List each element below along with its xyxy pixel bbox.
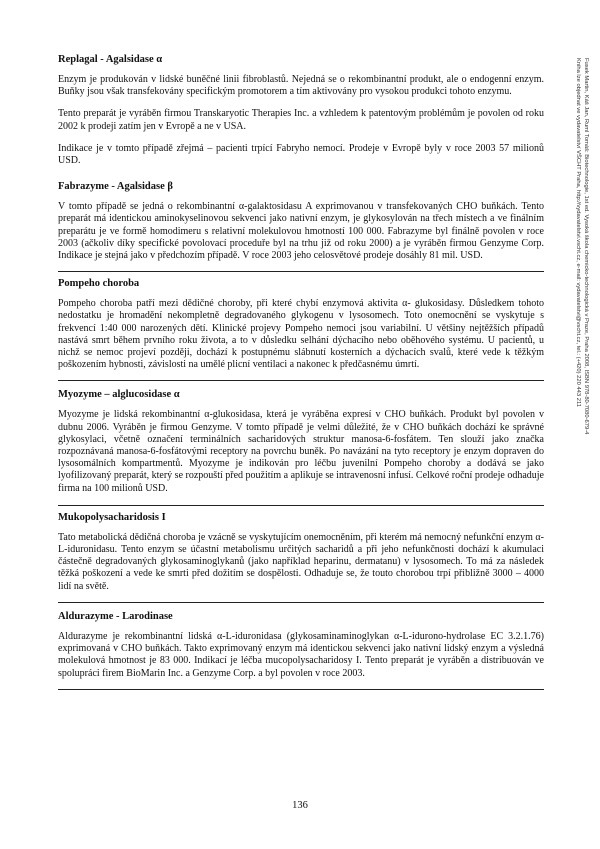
paragraph: Myozyme je lidská rekombinantní α-glukosidasa, která je vyráběna expresí v CHO buňkách. Produkt byl povolen v dubnu 2006. Vyráběn je firmou Genzyme. V tomto případě je velmi důležité, že v CHO buňkách dochází ke správné glykosylaci, včetně označení terminálních sacharidových struktur manosa-6-fosfátem. Ten slouží jako značka rozpoznávaná manosa-6-fosfátovými receptory na povrchu buněk. Po navázání na tyto receptory je enzym dopraven do lysosomálních kompartmentů. Myozyme je indikován pro léčbu juvenilní Pompeho choroby a dodává se jako lyofilizovaný preparát, který se rozpouští před použitím a aplikuje se intravenosní infusí. Celkové roční prodeje odhaduje firma na 100 milionů USD. (58, 409, 544, 494)
paragraph: Aldurazyme je rekombinantní lidská α-L-iduronidasa (glykosaminaminoglykan α-L-idurono-hydrolase EC 3.2.1.76) exprimovaná v CHO buňkách. Takto exprimovaný enzym má identickou sekvenci jako nativní lidský enzym a výsledná molekulová hmotnost je 83 000. Indikací je léčba mucopolysacharidosy I. Tento preparát je vyráběn a distribuován ve spolupráci firem BioMarin Inc. a Genzyme Corp. a byl povolen v roce 2003. (58, 630, 544, 679)
section-replagal (58, 54, 544, 167)
section-mukopolysacharidosis (58, 505, 544, 603)
section-title: Fabrazyme - Agalsidase β (58, 181, 173, 193)
section-pompe (58, 272, 544, 381)
paragraph: Enzym je produkován v lidské buněčné linii fibroblastů. Nejedná se o rekombinantní produkt, ale o endogenní enzym. Buňky jsou však transfekovány specifickým promotorem a tím aktivovány pro vysokou produkci tohoto enzymu. (58, 74, 544, 98)
document-page (58, 54, 544, 690)
paragraph: Pompeho choroba patří mezi dědičné choroby, při které chybí enzymová aktivita α- glukosidasy. Důsledkem tohoto nedostatku je hromadění nekompletně degradovaného glykogenu v lysosomech. Toto onemocnění se vyskytuje s frekvencí 1:40 000 narozených dětí. Klinické projevy Pompeho nemoci jsou variabilní. U většiny nejtěžších případů nastává smrt během prvního roku života, a to v důsledku selhání dýchacího nebo oběhového systému. U pacientů, u nichž se nemoc projeví později, dochází k postupnému slábnutí kosterních a dýchacích svalů, které vede k těžkým poškozením hybnosti, závislosti na umělé plicní ventilaci a nakonec k předčasnému úmrtí. (58, 298, 544, 371)
paragraph: Tato metabolická dědičná choroba je vzácně se vyskytujícím onemocněním, při kterém má nemocný nefunkční enzym α-L-iduronidasu. Tento enzym se účastní metabolismu určitých sacharidů a při jeho nefunkčnosti dochází k akumulaci částečně degradovaných glykosaminoglykanů (jako například heparinu, dermatanu) v lysosomech. To má za následek těžká poškození a vede ke smrti před dožitím se dospělosti. Odhaduje se, že touto chorobou trpí přibližně 3000 – 4000 lidí na světě. (58, 531, 544, 592)
citation-line: Kniha lze objednat ve vydavatelství VŠCHT Praha, http://vydavatelstvi.vscht.cz, e-mail: vydavatelstvi@vscht.cz, tel.: (+420) 220 443 211 (574, 58, 581, 407)
section-title: Pompeho choroba (58, 278, 140, 290)
section-aldurazyme (58, 603, 544, 690)
paragraph: V tomto případě se jedná o rekombinantní α-galaktosidasu A exprimovanou v transfekovaných CHO buňkách. Tento preparát má identickou aminokyselinovou sekvenci jako nativní enzym, je glykosylován na třech místech a ve finálním preparátu je ve formě homodimeru s relativní molekulovou hmotností 100 000. Fabrazyme byl finálně povolen v roce 2003 (ačkoliv díky specifické povolovací proceduře byl na trhu již od roku 2000) a je vyráběn firmou Genzyme Corp. Indikace je stejná jako v předchozím případě. V roce 2003 jeho celosvětové prodeje dosáhly 81 mil. USD. (58, 201, 544, 262)
paragraph: Indikace je v tomto případě zřejmá – pacienti trpící Fabryho nemocí. Prodeje v Evropě byly v roce 2003 57 milionů USD. (58, 142, 544, 167)
section-fabrazyme (58, 181, 544, 272)
page-number: 136 (292, 800, 308, 811)
section-title: Mukopolysacharidosis I (58, 511, 166, 523)
side-citation (548, 58, 592, 618)
citation-line: Fusek Martin, Káš Jan, Ruml Tomáš: Biotechnologie, 1st ed. Vysoká škola chemicko-technologická v Praze, Praha 2008, ISBN 978-80-7080-679-4 (583, 58, 589, 435)
section-title: Myozyme – alglucosidase α (58, 389, 180, 401)
section-myozyme (58, 381, 544, 494)
section-title: Aldurazyme - Larodinase (58, 610, 173, 622)
paragraph: Tento preparát je vyráběn firmou Transkaryotic Therapies Inc. a vzhledem k patentovým problémům je povolen od roku 2002 k prodeji zatím jen v Evropě a ne v USA. (58, 108, 544, 132)
section-title: Replagal - Agalsidase α (58, 54, 163, 65)
